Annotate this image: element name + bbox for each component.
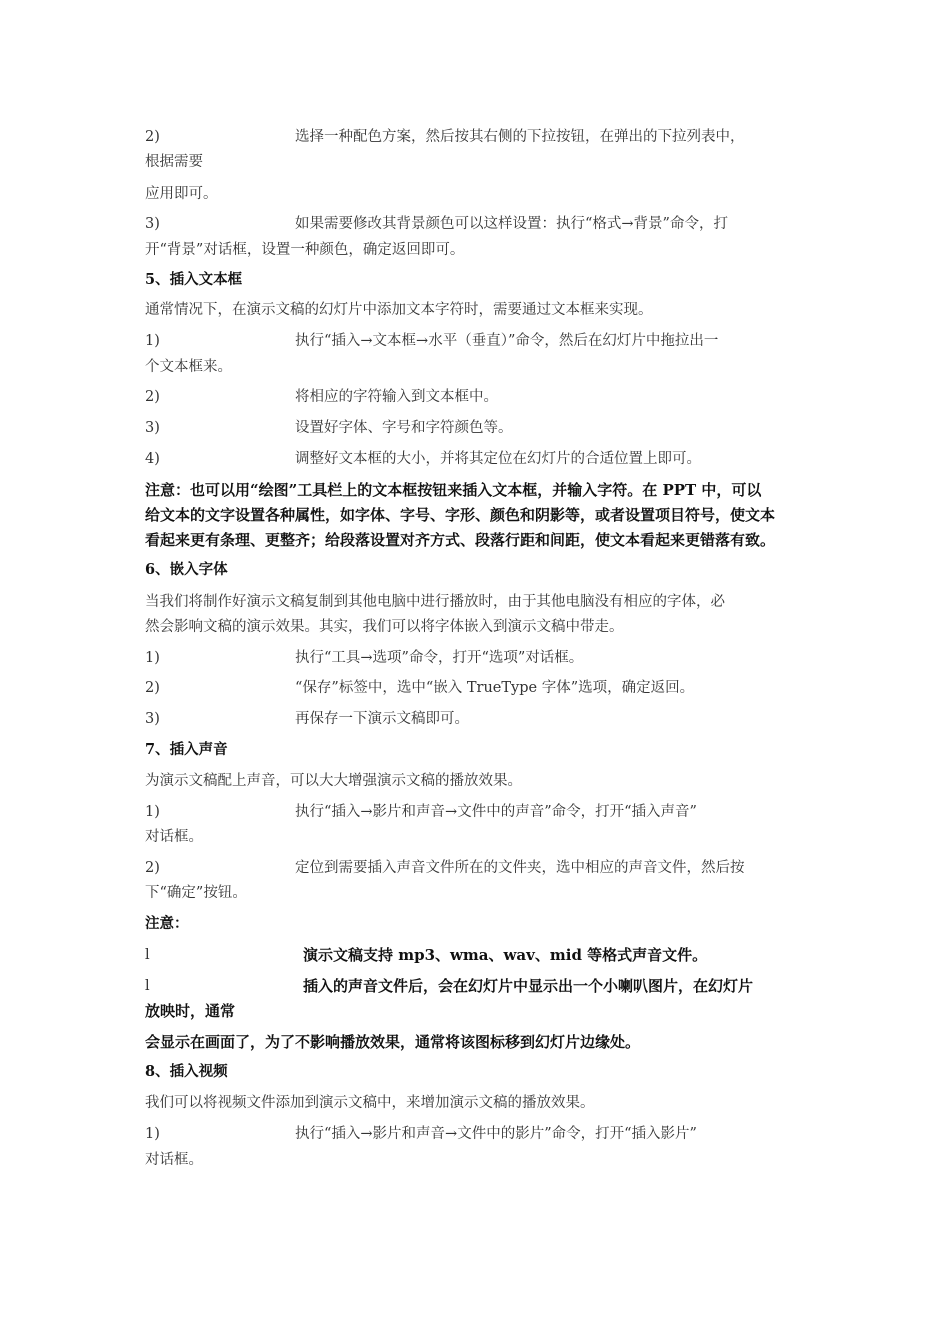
list-continuation: 下“确定”按钮。 bbox=[145, 885, 247, 901]
list-continuation: 应用即可。 bbox=[145, 186, 218, 202]
note-line: 注意：也可以用“绘图”工具栏上的文本框按钮来插入文本框，并输入字符。在 PPT 中，可以 bbox=[145, 481, 762, 499]
list-number: 1) bbox=[145, 333, 160, 349]
list-number: 1) bbox=[145, 1126, 160, 1142]
list-bullet: l bbox=[145, 947, 150, 963]
list-text: 如果需要修改其背景颜色可以这样设置：执行“格式→背景”命令，打 bbox=[295, 216, 728, 232]
list-text: 执行“插入→文本框→水平（垂直）”命令，然后在幻灯片中拖拉出一 bbox=[295, 333, 719, 349]
list-continuation: 个文本框来。 bbox=[145, 359, 232, 375]
list-continuation: 对话框。 bbox=[145, 829, 203, 845]
list-text: 执行“插入→影片和声音→文件中的影片”命令，打开“插入影片” bbox=[295, 1126, 697, 1142]
section-heading: 8、插入视频 bbox=[145, 1063, 228, 1080]
paragraph: 通常情况下，在演示文稿的幻灯片中添加文本字符时，需要通过文本框来实现。 bbox=[145, 302, 653, 318]
list-number: 2) bbox=[145, 860, 160, 876]
list-number: 1) bbox=[145, 804, 160, 820]
list-number: 2) bbox=[145, 389, 160, 405]
paragraph: 我们可以将视频文件添加到演示文稿中，来增加演示文稿的播放效果。 bbox=[145, 1095, 595, 1111]
note-label: 注意： bbox=[145, 915, 189, 932]
note-text: 演示文稿支持 mp3、wma、wav、mid 等格式声音文件。 bbox=[303, 946, 708, 964]
list-text: 定位到需要插入声音文件所在的文件夹，选中相应的声音文件，然后按 bbox=[295, 860, 745, 876]
section-heading: 6、嵌入字体 bbox=[145, 561, 228, 578]
note-continuation: 会显示在画面了，为了不影响播放效果，通常将该图标移到幻灯片边缘处。 bbox=[145, 1033, 641, 1051]
list-number: 2) bbox=[145, 680, 160, 696]
note-text: 插入的声音文件后，会在幻灯片中显示出一个小喇叭图片，在幻灯片 bbox=[303, 977, 754, 995]
list-text: 将相应的字符输入到文本框中。 bbox=[295, 389, 498, 405]
list-text: 设置好字体、字号和字符颜色等。 bbox=[295, 420, 513, 436]
note-continuation: 放映时，通常 bbox=[145, 1002, 236, 1020]
list-number: 3) bbox=[145, 216, 160, 232]
list-text: 再保存一下演示文稿即可。 bbox=[295, 711, 469, 727]
paragraph: 然会影响文稿的演示效果。其实，我们可以将字体嵌入到演示文稿中带走。 bbox=[145, 619, 624, 635]
note-line: 看起来更有条理、更整齐；给段落设置对齐方式、段落行距和间距，使文本看起来更错落有致。 bbox=[145, 531, 776, 549]
section-heading: 7、插入声音 bbox=[145, 741, 228, 758]
list-continuation: 开“背景”对话框，设置一种颜色，确定返回即可。 bbox=[145, 242, 465, 258]
list-number: 3) bbox=[145, 711, 160, 727]
list-text: “保存”标签中，选中“嵌入 TrueType 字体”选项，确定返回。 bbox=[295, 680, 695, 696]
paragraph: 当我们将制作好演示文稿复制到其他电脑中进行播放时，由于其他电脑没有相应的字体，必 bbox=[145, 594, 725, 610]
list-text: 调整好文本框的大小，并将其定位在幻灯片的合适位置上即可。 bbox=[295, 451, 701, 467]
list-bullet: l bbox=[145, 978, 150, 994]
list-number: 2) bbox=[145, 129, 160, 145]
paragraph: 为演示文稿配上声音，可以大大增强演示文稿的播放效果。 bbox=[145, 773, 522, 789]
list-number: 3) bbox=[145, 420, 160, 436]
list-number: 4) bbox=[145, 451, 160, 467]
list-text: 选择一种配色方案，然后按其右侧的下拉按钮，在弹出的下拉列表中， bbox=[295, 129, 745, 145]
section-heading: 5、插入文本框 bbox=[145, 271, 243, 288]
list-continuation: 对话框。 bbox=[145, 1152, 203, 1168]
list-text: 执行“插入→影片和声音→文件中的声音”命令，打开“插入声音” bbox=[295, 804, 697, 820]
list-text: 执行“工具→选项”命令，打开“选项”对话框。 bbox=[295, 650, 584, 666]
list-continuation: 根据需要 bbox=[145, 154, 203, 170]
list-number: 1) bbox=[145, 650, 160, 666]
note-line: 给文本的文字设置各种属性，如字体、字号、字形、颜色和阴影等，或者设置项目符号，使文本 bbox=[145, 506, 776, 524]
